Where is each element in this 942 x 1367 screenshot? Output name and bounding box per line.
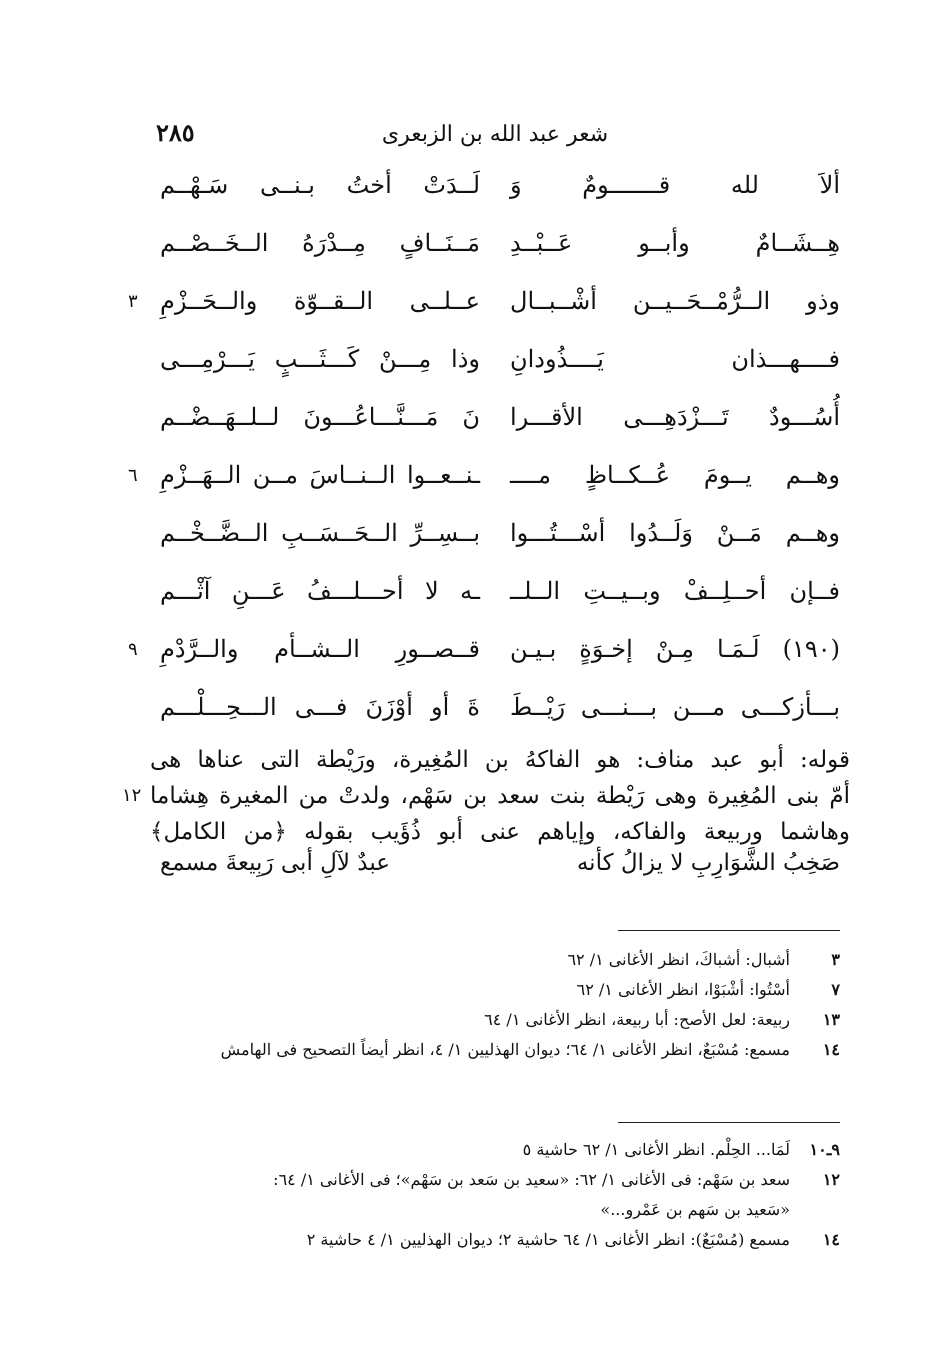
- line-number: ٣: [128, 291, 138, 312]
- commentary-line: [150, 742, 850, 778]
- footnote-text: لَمَا... الحِلْم. انظر الأغانى ١/ ٦٢ حاشية ٥: [522, 1140, 790, 1159]
- footnote: [150, 945, 850, 975]
- verse: [128, 281, 850, 339]
- footnote-number: ١٤: [822, 1040, 840, 1059]
- quoted-verse: [150, 850, 850, 890]
- footnote-number: ١٤: [822, 1230, 840, 1249]
- verse: [150, 165, 850, 223]
- verse-first-hemistich: فــــهـــذان يَــــذُودانِ: [510, 345, 840, 373]
- line-number: ٦: [128, 465, 138, 486]
- verse-second-hemistich: ةَ أو أوْزَنَ فـــى الـــحِـــلْـــم: [160, 693, 480, 721]
- line-number: ٩: [128, 639, 138, 660]
- verse-second-hemistich: وذا مِـــنْ كَـــثَـــبٍ يَـــرْمِـــى: [160, 345, 480, 373]
- verse: [150, 513, 850, 571]
- footnote-divider: [618, 1122, 840, 1123]
- footnote-divider: [618, 930, 840, 931]
- verse-second-hemistich: لَــدَتْ أختُ بـنــى سَـهْــم: [160, 171, 480, 199]
- footnote-number: ٩ـ١٠: [809, 1140, 840, 1159]
- footnote-text: سعد بن سَهْم: فى الأغانى ١/ ٦٢: «سعيد بن سَعد بن سَهْم»؛ فى الأغانى ١/ ٦٤:: [273, 1170, 790, 1189]
- verse-first-hemistich: ألاَ لله قـــــــومٌ وَ: [510, 171, 840, 199]
- verse: [150, 397, 850, 455]
- quoted-second-hemistich: عبدٌ لآلِ أبى رَبِيعةَ مسمع: [160, 850, 391, 876]
- verse-second-hemistich: نَ مَـــنَّـــاعُـــونَ لــلــهَــضْــم: [160, 403, 480, 431]
- footnote-text: مسمع (مُسْبَعٌ): انظر الأغانى ١/ ٦٤ حاشية ٢؛ ديوان الهذليين ١/ ٤ حاشية ٢: [306, 1230, 790, 1249]
- verse-second-hemistich: بــسِــرِّ الــحَــسَــبِ الــضَّــخْــم: [160, 519, 480, 547]
- verse-second-hemistich: مَــنَــافٍ مِــدْرَهُ الــخَــصْــم: [160, 229, 480, 257]
- verse-first-hemistich: بـــأزكـــى مـــن بـــنـــى رَيْــطَ: [510, 693, 840, 721]
- footnote: [150, 1135, 850, 1165]
- variant-notes: [150, 945, 850, 1065]
- footnote-text: ربيعة: لعل الأصح: أبا ربيعة، انظر الأغانى ١/ ٦٤: [484, 1010, 790, 1029]
- poem: [128, 165, 850, 745]
- footnote-continuation: «سَعيد بن سَهم بن عَمْرو...»: [600, 1200, 790, 1219]
- footnote: [150, 975, 850, 1005]
- commentary-text: قوله: أبو عبد مناف: هو الفاكهُ بن المُغِيرة، ورَيْطة التى عناها هى: [150, 747, 850, 773]
- commentary-text: وهاشما وربيعة والفاكه، وإياهم عنى أبو ذُؤَيب بقوله ﴿من الكامل﴾: [150, 819, 850, 845]
- verse-first-hemistich: وهــم مَــنْ وَلَــدُوا أسْـــتُـــوا: [510, 519, 840, 547]
- footnote-number: ١٢: [822, 1170, 840, 1189]
- commentary-text: أمّ بنى المُغِيرة وهى رَيْطة بنت سعد بن سَهْم، ولدتْ من المغيرة هِشاما: [150, 783, 850, 809]
- footnote: [150, 1165, 850, 1225]
- footnote-number: ٣: [831, 950, 840, 969]
- commentary-line: [150, 814, 850, 850]
- verse-second-hemistich: ـنــعــوا الــنــاسَ مــن الــهَــزْمِ: [160, 461, 480, 489]
- page-number: ٢٨٥: [156, 118, 195, 147]
- line-number: ١٢: [122, 785, 142, 806]
- footnote: [150, 1005, 850, 1035]
- quoted-first-hemistich: صَخِبُ الشَّوَارِبِ لا يزالُ كأنه: [576, 850, 840, 876]
- verse-second-hemistich: عــلــى الــقــوّة والــحَــزْمِ: [160, 287, 480, 315]
- footnote-number: ٧: [831, 980, 840, 999]
- verse: [128, 455, 850, 513]
- verse-first-hemistich: هِــشَــامٌ وأبــو عَــبْــدِ: [510, 229, 840, 257]
- verse-first-hemistich: وذو الــرُّمْــحَــيــن أشْــبــال: [510, 287, 840, 315]
- verse-first-hemistich: (١٩٠) لَـمَـا مِـنْ إخـوَةٍ بـيـن: [510, 635, 840, 663]
- verse-second-hemistich: ـه لا أحـــلـــفُ عَـــنِ آثْـــم: [160, 577, 480, 605]
- commentary: [122, 742, 850, 890]
- verse: [128, 629, 850, 687]
- verse-first-hemistich: فــإن أحــلِــفْ وبــيــتِ الــلــ: [510, 577, 840, 605]
- footnote: [150, 1035, 850, 1065]
- commentary-line: [122, 778, 850, 814]
- source-notes: [150, 1135, 850, 1255]
- page-header: [150, 118, 840, 158]
- verse-first-hemistich: أُسُـــودٌ تَـــزْدَهِـــى الأقـــرا: [510, 403, 840, 431]
- running-title: شعر عبد الله بن الزبعرى: [381, 122, 609, 147]
- footnote-text: أشبال: أشباكَ، انظر الأغانى ١/ ٦٢: [567, 950, 790, 969]
- verse: [150, 571, 850, 629]
- footnote-text: مسمع: مُسْبَعٌ، انظر الأغانى ١/ ٦٤؛ ديوان الهذليين ١/ ٤، انظر أيضاً التصحيح فى الهامش: [220, 1040, 790, 1059]
- footnote: [150, 1225, 850, 1255]
- footnote-text: أسْتُوا: أشْبَوْا، انظر الأغانى ١/ ٦٢: [576, 980, 790, 999]
- verse: [150, 339, 850, 397]
- verse: [150, 223, 850, 281]
- verse: [150, 687, 850, 745]
- verse-first-hemistich: وهــم يــومَ عُــكــاظٍ مــــ: [510, 461, 840, 489]
- footnote-number: ١٣: [822, 1010, 840, 1029]
- verse-second-hemistich: قــصــورِ الــشــأم والــرَّدْمِ: [160, 635, 480, 663]
